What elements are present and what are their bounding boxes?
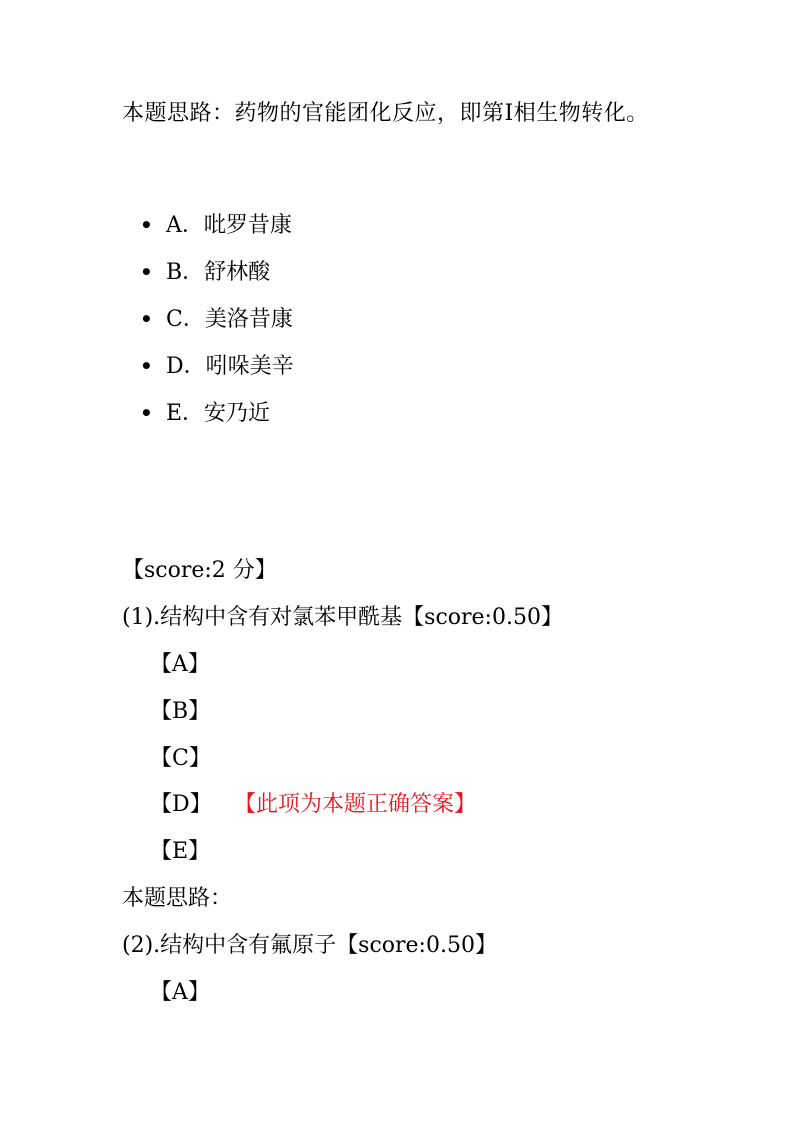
explanation-text: 本题思路：药物的官能团化反应，即第Ⅰ相生物转化。 — [122, 101, 649, 126]
bullet-icon: • — [140, 401, 153, 425]
option-c — [140, 304, 293, 335]
q1-answer-b: 【B】 — [150, 699, 211, 724]
option-label: A．吡罗昔康 — [166, 213, 292, 238]
option-label: D．吲哚美辛 — [166, 354, 294, 379]
option-d — [140, 351, 294, 382]
bullet-icon: • — [140, 354, 153, 378]
q1-answer-e: 【E】 — [150, 839, 211, 864]
q1-answer-d: 【D】 — [150, 792, 212, 817]
question-1-explanation: 本题思路： — [122, 886, 233, 911]
score-header: 【score:2 分】 — [122, 558, 277, 583]
bullet-icon: • — [140, 213, 153, 237]
q1-answer-a: 【A】 — [150, 652, 210, 677]
bullet-icon: • — [140, 260, 153, 284]
option-e — [140, 398, 270, 429]
bullet-icon: • — [140, 307, 153, 331]
option-label: E．安乃近 — [166, 401, 271, 426]
question-2-title: (2).结构中含有氟原子【score:0.50】 — [122, 933, 497, 958]
q2-answer-a: 【A】 — [150, 980, 210, 1005]
question-1-title: (1).结构中含有对氯苯甲酰基【score:0.50】 — [122, 605, 563, 630]
option-a — [140, 210, 292, 241]
option-label: C．美洛昔康 — [166, 307, 293, 332]
correct-answer-note: 【此项为本题正确答案】 — [234, 792, 477, 817]
option-label: B．舒林酸 — [166, 260, 271, 285]
option-b — [140, 257, 270, 288]
q1-answer-c: 【C】 — [150, 746, 211, 771]
